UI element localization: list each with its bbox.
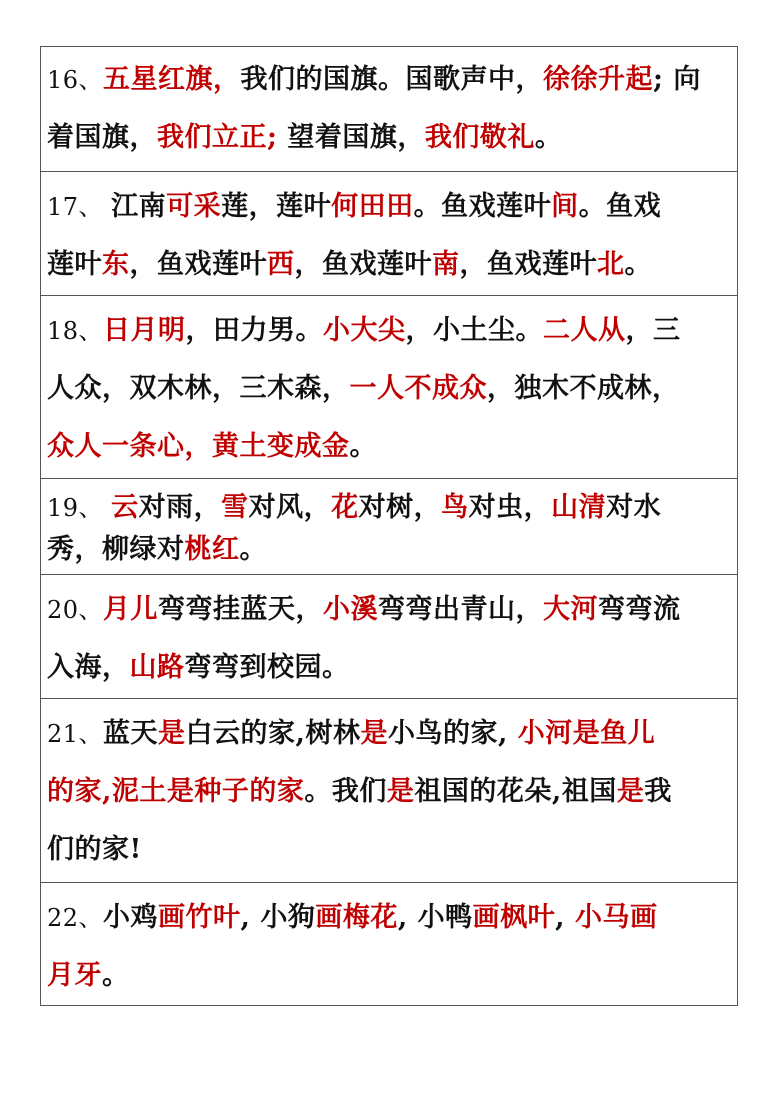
body-text: 弯弯到校园。 [184,652,350,683]
item-number: 17、 [47,193,112,221]
body-text: ，鱼戏莲叶 [294,249,432,280]
table-row [40,295,738,478]
body-text: ; 向 [653,64,701,95]
text-line [47,109,731,167]
body-text: ，小土尘。 [405,315,544,346]
body-text: 江南 [111,191,167,222]
body-text: 。 [239,534,267,565]
text-line [47,581,731,639]
highlight-text: 一人不成众 [349,373,487,404]
body-text: 。鱼戏莲叶 [413,191,552,222]
body-text: , 小鸭 [397,902,473,933]
content-table [40,46,738,1006]
text-line [47,529,731,571]
highlight-text: 我们敬礼 [424,122,535,153]
highlight-text: 花 [331,492,359,523]
body-text: 入海， [47,652,130,683]
highlight-text: 我们立正; [157,122,278,153]
body-text: 我 [644,776,672,807]
item-number: 18、 [47,317,104,345]
highlight-text: 五星红旗， [103,64,241,95]
table-row [40,574,738,698]
text-line [47,51,731,109]
highlight-text: 画枫叶 [472,902,556,933]
body-text: 对虫， [468,492,552,523]
body-text: 着国旗， [47,122,157,153]
text-line [47,705,731,763]
highlight-text: 是 [158,718,186,749]
body-text: 莲，莲叶 [221,191,332,222]
body-text: ，三 [625,315,681,346]
body-text: 秀，柳绿对 [47,534,185,565]
body-text: 弯弯流 [598,594,681,625]
body-text: 人众，双木林，三木森， [47,373,350,404]
highlight-text: 山路 [129,652,185,683]
body-text: 弯弯出青山， [378,594,544,625]
body-text: 小鸟的家, [387,718,518,749]
body-text: 望着国旗， [277,122,425,153]
text-line [47,763,731,821]
highlight-text: 月儿 [103,594,159,625]
highlight-text: 间 [551,191,579,222]
highlight-text: 鸟 [441,492,469,523]
highlight-text: 小溪 [323,594,379,625]
body-text: 我们的国旗。国歌声中， [240,64,544,95]
body-text: ，田力男。 [185,315,324,346]
body-text: 对风， [248,492,332,523]
body-text: 们的家! [47,834,142,865]
body-text: 祖国的花朵,祖国 [414,776,617,807]
highlight-text: 画竹叶 [158,902,241,933]
highlight-text: 日月明 [103,315,186,346]
item-number: 19、 [47,494,112,522]
body-text: ，鱼戏莲叶 [129,249,267,280]
table-row [40,478,738,574]
highlight-text: 徐徐升起 [543,64,654,95]
highlight-text: 二人从 [543,315,626,346]
table-row [40,698,738,882]
item-number: 16、 [47,66,104,94]
body-text: 。我们 [304,776,387,807]
text-line [47,821,731,879]
highlight-text: 可采 [166,191,222,222]
body-text: 。鱼戏 [578,191,662,222]
text-line [47,487,731,529]
body-text: 对雨， [138,492,222,523]
body-text: 弯弯挂蓝天， [158,594,324,625]
table-row [40,46,738,171]
highlight-text: 的家,泥土是种子的家 [47,776,305,807]
highlight-text: 是 [360,718,388,749]
highlight-text: 画梅花 [315,902,398,933]
text-line [47,302,731,360]
highlight-text: 西 [267,249,295,280]
body-text: 对树， [358,492,442,523]
highlight-text: 小大尖 [323,315,406,346]
highlight-text: 小河是鱼儿 [517,718,656,749]
highlight-text: 月牙 [47,960,102,991]
text-line [47,889,731,947]
item-number: 21、 [47,720,104,748]
highlight-text: 山清 [551,492,607,523]
body-text: 。 [102,960,130,991]
highlight-text: 云 [111,492,139,523]
body-text: 。 [349,431,377,462]
body-text: 小鸡 [103,902,159,933]
body-text: 蓝天 [103,718,159,749]
text-line [47,178,731,236]
body-text: , [555,902,575,933]
table-row [40,171,738,295]
highlight-text: 北 [597,249,625,280]
text-line [47,418,731,476]
highlight-text: 是 [616,776,645,807]
highlight-text: 南 [432,249,460,280]
body-text: 莲叶 [47,249,102,280]
highlight-text: 东 [102,249,130,280]
item-number: 20、 [47,596,104,624]
text-line [47,360,731,418]
highlight-text: 桃红 [184,534,240,565]
highlight-text: 大河 [543,594,599,625]
highlight-text: 雪 [221,492,249,523]
highlight-text: 是 [386,776,415,807]
body-text: ，鱼戏莲叶 [459,249,597,280]
body-text: 。 [534,122,563,153]
highlight-text: 众人一条心，黄土变成金 [47,431,350,462]
table-row [40,882,738,1006]
body-text: 对水 [606,492,662,523]
highlight-text: 何田田 [331,191,414,222]
body-text: 白云的家,树林 [185,718,361,749]
highlight-text: 小马画 [574,902,658,933]
body-text: ，独木不成林， [487,373,680,404]
item-number: 22、 [47,904,104,932]
text-line [47,639,731,697]
body-text: , 小狗 [240,902,316,933]
body-text: 。 [624,249,652,280]
text-line [47,947,731,1005]
text-line [47,236,731,294]
